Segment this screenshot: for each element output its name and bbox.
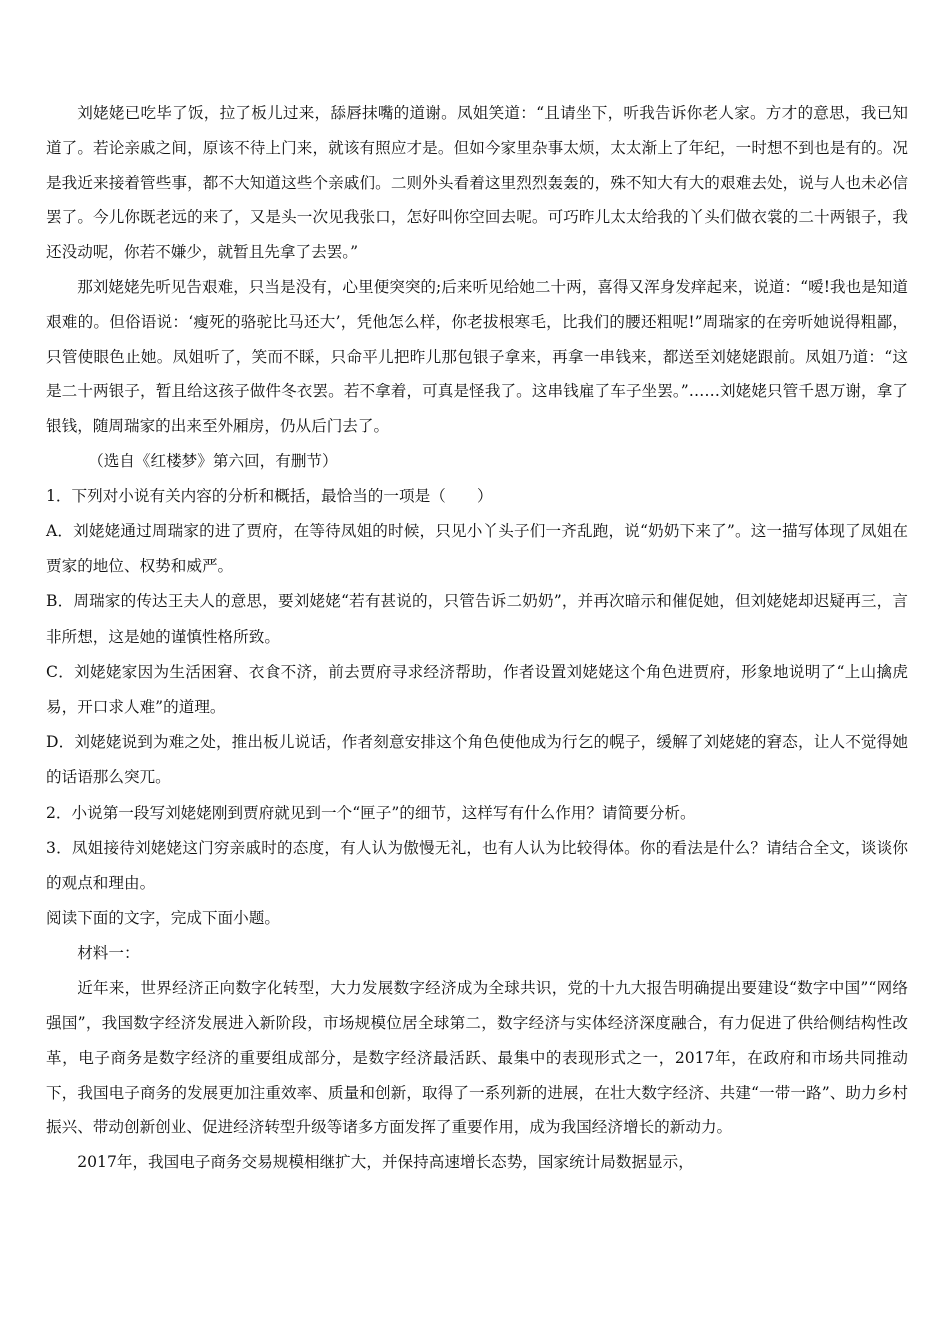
material-label: 材料一： <box>77 944 140 963</box>
option-b: B．周瑞家的传达王夫人的意思，要刘姥姥“若有甚说的，只管告诉二奶奶”，并再次暗示和催促她，但刘姥姥却迟疑再三，言非所想，这是她的谨慎性格所致。 <box>46 592 908 646</box>
option-d: D．刘姥姥说到为难之处，推出板儿说话，作者刻意安排这个角色使他成为行乞的幌子，缓解了刘姥姥的窘态，让人不觉得她的话语那么突兀。 <box>46 733 908 787</box>
reading-instruction: 阅读下面的文字，完成下面小题。 <box>46 909 280 928</box>
question-1: 1．下列对小说有关内容的分析和概括，最恰当的一项是（ ） <box>46 486 493 505</box>
material-paragraph-2: 2017年，我国电子商务交易规模相继扩大，并保持高速增长态势，国家统计局数据显示， <box>77 1153 694 1172</box>
material-paragraph-1: 近年来，世界经济正向数字化转型，大力发展数字经济成为全球共识，党的十九大报告明确提出要建设“数字中国”“网络强国”，我国数字经济发展进入新阶段，市场规模位居全球第二，数字经济与实体经济深度融合，有力促进了供给侧结构性改革，电子商务是数字经济的重要组成部分，是数字经济最活跃、最集中的表现形式之一，2017年，在政府和市场共同推动下，我国电子商务的发展更加注重效率、质量和创新，取得了一系列新的进展，在壮大数字经济、共建“一带一路”、助力乡村振兴、带动创新创业、促进经济转型升级等诸多方面发挥了重要作用，成为我国经济增长的新动力。 <box>46 979 908 1137</box>
document-page <box>46 96 908 1180</box>
option-a: A．刘姥姥通过周瑞家的进了贾府，在等待凤姐的时候，只见小丫头子们一齐乱跑，说“奶奶下来了”。这一描写体现了凤姐在贾家的地位、权势和威严。 <box>46 521 908 576</box>
story-paragraph-2: 那刘姥姥先听见告艰难，只当是没有，心里便突突的;后来听见给她二十两，喜得又浑身发痒起来，说道：“嗳!我也是知道艰难的。但俗语说：‘瘦死的骆驼比马还大’，凭他怎么样，你老拔根寒毛，比我们的腰还粗呢!”周瑞家的在旁听她说得粗鄙，只管使眼色止她。凤姐听了，笑而不睬，只命平儿把昨儿那包银子拿来，再拿一串钱来，都送至刘姥姥跟前。凤姐乃道：“这是二十两银子，暂且给这孩子做件冬衣罢。若不拿着，可真是怪我了。这串钱雇了车子坐罢。”……刘姥姥只管千恩万谢，拿了银钱，随周瑞家的出来至外厢房，仍从后门去了。 <box>46 277 908 436</box>
question-2: 2．小说第一段写刘姥姥刚到贾府就见到一个“匣子”的细节，这样写有什么作用？请简要分析。 <box>46 803 696 822</box>
question-3: 3．凤姐接待刘姥姥这门穷亲戚时的态度，有人认为傲慢无礼，也有人认为比较得体。你的看法是什么？请结合全文，谈谈你的观点和理由。 <box>46 838 908 892</box>
option-c: C．刘姥姥家因为生活困窘、衣食不济，前去贾府寻求经济帮助，作者设置刘姥姥这个角色进贾府，形象地说明了“上山擒虎易，开口求人难”的道理。 <box>46 662 908 716</box>
story-source: （选自《红楼梦》第六回，有删节） <box>88 451 338 470</box>
story-paragraph-1: 刘姥姥已吃毕了饭，拉了板儿过来，舔唇抹嘴的道谢。凤姐笑道：“且请坐下，听我告诉你老人家。方才的意思，我已知道了。若论亲戚之间，原该不待上门来，就该有照应才是。但如今家里杂事太烦，太太渐上了年纪，一时想不到也是有的。况是我近来接着管些事，都不大知道这些个亲戚们。二则外头看着这里烈烈轰轰的，殊不知大有大的艰难去处，说与人也未必信罢了。今儿你既老远的来了，又是头一次见我张口，怎好叫你空回去呢。可巧昨儿太太给我的丫头们做衣裳的二十两银子，我还没动呢，你若不嫌少，就暂且先拿了去罢。” <box>46 104 908 262</box>
